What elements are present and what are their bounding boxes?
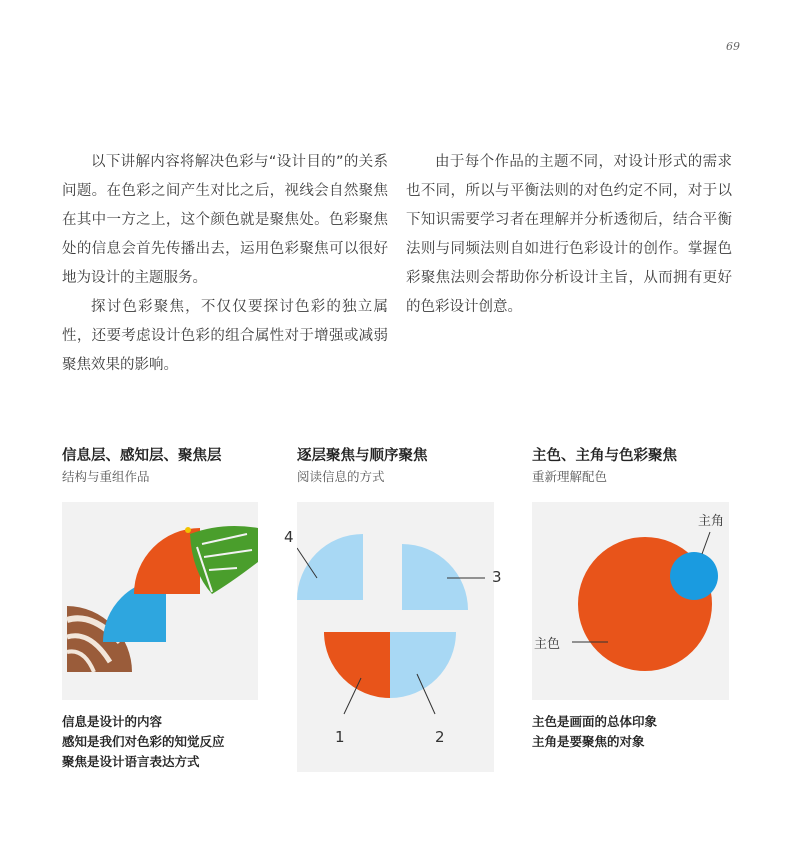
label-main-role: 主角 [698, 514, 725, 529]
paragraph: 以下讲解内容将解决色彩与“设计目的”的关系问题。在色彩之间产生对比之后，视线会自然聚焦在其中一方之上，这个颜色就是聚焦处。色彩聚焦处的信息会首先传播出去，运用色彩聚焦可以很好地为设计的主题服务。 [62, 154, 388, 286]
caption-line: 聚焦是设计语言表达方式 [62, 754, 200, 769]
label-4: 4 [284, 528, 294, 546]
figure-sequential-illustration [297, 502, 494, 772]
quarter-shape-4 [297, 534, 363, 600]
focus-layer-shape [134, 528, 200, 594]
paragraph: 探讨色彩聚焦，不仅仅要探讨色彩的独立属性，还要考虑设计色彩的组合属性对于增强或减弱聚焦效果的影响。 [62, 299, 388, 373]
label-3: 3 [492, 568, 502, 586]
figure-info-perception-focus-header [62, 445, 222, 487]
quarter-shape-3 [402, 544, 468, 610]
figure-main-color-header [532, 445, 677, 487]
figure-subtitle: 重新理解配色 [532, 469, 608, 484]
main-role-circle [670, 552, 718, 600]
figure-title: 主色、主角与色彩聚焦 [532, 448, 677, 464]
caption-line: 感知是我们对色彩的知觉反应 [62, 734, 225, 749]
figure-caption [532, 712, 657, 752]
figure-main-color-illustration [532, 502, 729, 700]
figure-layers-illustration [62, 502, 258, 700]
figure-caption [62, 712, 225, 772]
page-number: 69 [726, 40, 740, 53]
right-text-column [406, 148, 732, 322]
label-main-color: 主色 [534, 637, 561, 652]
label-2: 2 [435, 728, 445, 746]
label-1: 1 [335, 728, 345, 746]
figure-sequential-focus-header [297, 445, 428, 487]
left-text-column [62, 148, 388, 380]
leaf-shape [190, 526, 258, 594]
figure-subtitle: 阅读信息的方式 [297, 469, 385, 484]
caption-line: 信息是设计的内容 [62, 714, 163, 729]
caption-line: 主色是画面的总体印象 [532, 714, 658, 729]
caption-line: 主角是要聚焦的对象 [532, 734, 645, 749]
figure-title: 逐层聚焦与顺序聚焦 [297, 448, 428, 464]
figure-subtitle: 结构与重组作品 [62, 469, 150, 484]
figure-title: 信息层、感知层、聚焦层 [62, 448, 222, 464]
quarter-shape-1 [324, 632, 390, 698]
paragraph: 由于每个作品的主题不同，对设计形式的需求也不同，所以与平衡法则的对色约定不同，对于以下知识需要学习者在理解并分析透彻后，结合平衡法则与同频法则自如进行色彩设计的创作。掌握色彩聚焦法则会帮助你分析设计主旨，从而拥有更好的色彩设计创意。 [406, 154, 732, 315]
